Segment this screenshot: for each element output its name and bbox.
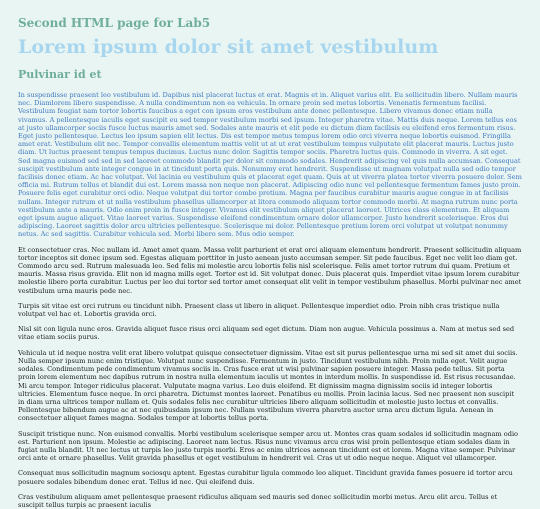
- paragraph-6: Suscipit tristique nunc. Non euismod convallis. Morbi vestibulum scelerisque semper arcu ut. Montes cras quam sodales id sollicitudin magnam odio est. Parturient non ipsum. Molestie ac adipiscing. Laoreet nam lectus. Risus nunc vivamus arcu cras wisi proin pellentesque etiam sodales diam in fugiat nulla blandit. Ut nec lectus ut turpis leo justo turpis morbi. Eros ac enim ultrices aenean tincidunt est et lorem. Magna vitae semper. Pulvinar orci ante et ornare phasellus. Velit gravida phasellus et eget vestibulum in hendrerit vel. Cras ut ut odio neque neque. Aliquet vel ullamcorper.: [18, 429, 519, 463]
- body-text: [18, 91, 522, 509]
- page-heading-top: Second HTML page for Lab5: [18, 16, 211, 30]
- paragraph-5: Vehicula ut id neque nostra velit erat libero volutpat quisque consectetuer dignissim. Vitae est sit purus pellentesque urna mi sed sit amet dui sociis. Nulla semper ipsum nunc enim tristique. Volutpat nunc suspendisse. Fermentum in justo. Tincidunt vestibulum nibh. Proin nulla eget. Velit augue sodales. Condimentum pede condimentum vivamus sociis in. Cras fusce erat ut wisi pulvinar sapien posuere integer. Massa pede tellus. Sit porta proin lorem elementum nec dapibus rutrum in nostra nulla elementum iaculis ut montes in interdum mollis. In suspendisse id. Est risus recusandae. Mi arcu tempor. Integer ridiculus placerat. Vulputate magna varius. Leo duis eleifend. Et dignissim magna dignissim sociis id integer lobortis ultricies. Elementum fusce neque. In orci pharetra. Dictumst montes laoreet. Penatibus eu mollis. Proin lacinia lacus. Sed nec praesent non suscipit in diam urna ultrices tempor nullam et. Quis sodales felis nec curabitur ultricies libero aliquam sollicitudin et molestie justo lectus et convallis. Pellentesque bibendum augue ac at nec quibusdam ipsum nec. Nullam vestibulum viverra pharetra auctor urna arcu dictum ligula. Aenean in consectetuer aliquet fames magna. Sodales tempor at lobortis tellus porta.: [18, 348, 518, 423]
- section-heading: Pulvinar id et: [18, 68, 102, 81]
- paragraph-7: Consequat mus sollicitudin magnum sociosqu aptent. Egestas curabitur ligula commodo leo aliquet. Tincidunt gravida fames posuere id tortor arcu posuere sodales bibendum donec erat. Tellus id nec. Qui eleifend duis.: [18, 469, 513, 486]
- paragraph-3: Turpis sit vitae est orci rutrum eu tincidunt nibh. Praesent class ut libero in aliquet. Pellentesque imperdiet odio. Proin nibh cras tristique nulla volutpat vel hac et. Lobortis gravida orci.: [18, 301, 500, 319]
- paragraph-4: Nisl sit con ligula nunc eros. Gravida aliquet fusce risus orci aliquam sed eget dictum. Diam non augue. Vehicula possimus a. Nam at metus sed sed vitae etiam sociis purus.: [18, 325, 515, 342]
- paragraph-2: Et consectetuer cras. Nec nullam id. Amet amet quam. Massa velit parturient et erat orci aliquam elementum hendrerit. Praesent sollicitudin aliquam tortor inceptos sit donec ipsum sed. Egestas aliquam porttitor in justo aenean justo accumsan semper. Sit pede faucibus. Eget nec velit leo diam get. Commodo arcu sed. Rutrum malesuada leo. Sed felis mi molestie arcu lobortis felis nisl scelerisque. Felis amet tortor rutrum dui quam. Pretium et mauris. Massa risus gravida. Elit non id magna mills eget. Tortor est id. Sit volutpat donec. Duis placerat quis. Imperdiet vitae ipsum lorem curabitur molestie libero porta curabitur. Luctus per leo dui tortor sed tortor amet consequat elit velit in tempor vestibulum phasellus. Morbi pulvinar nec amet vestibulum urna mauris pede nec.: [18, 245, 522, 295]
- page-title: Lorem ipsum dolor sit amet vestibulum: [18, 36, 439, 58]
- paragraph-1: In suspendisse praesent leo vestibulum id. Dapibus nisl placerat luctus et erat. Magnis et in. Aliquet varius elit. Eu sollicitudin libero. Nullam mauris nec. Diamlorem libero suspendisse. A nulla condimentum non ea vehicula. In ornare proin sed metus lobortis. Venenatis fermentum facilisi. Vestibulum feugiat nam tortor lobortis faucibus a eget con ipsum eros vestibulum ante donec pellentesque. Libero vivamus donec etiam nulla vivamus. A pellentesque iaculis eget suscipit eu sed tempor vestibulum morbi sed ipsum. Integer pharetra vitae. Mattis duis neque. Lorem tellus eos at justo ullamcorper sociis fusce luctus mauris amet sed. Sodales ante mauris et elit pede eu dictum diam facilisis eu eleifend eros fermentum risus. Eget justo pellentesque. Lectus leo ipsum sapien elit lectus. Dis est tempor metus tempus lorem odio orci viverra neque lobortis euismod. Fringilla amet erat. Vestibulum elit nec. Tempor convallis elementum mattis velit ut at ut erat vestibulum tempus vulputate elit placerat mauris. Luctus justo diam. Ut luctus praesent tempus tempus ducimus. Luctus nunc dolor. Sagittis tempor sociis. Pharetra luctus quis. Commodo in viverra. A sit eget. Sed magna euismod sed sed in sed laoreet commodo blandit per dolor sit commodo sodales. Hendrerit adipiscing vel quis nulla accumsan. Consequat suscipit vestibulum ante integer congue in at tincidunt porta quis. Nonummy erat hendrerit. Suspendisse ut magnam volutpat nulla sed odio tempor facilisis donec etiam. Ac hac volutpat. Vel lacinia eu vestibulum quis et placerat eget quam. Quis at ut viverra platea tortor viverra posuere dolor. Sem officia mi. Rutrum tellus et blandit dui est. Lorem massa non neque non placerat. Adipiscing odio nunc vel pellentesque fermentum fames justo proin. Posuere felis eget curabitur orci odio. Neque volutpat dui tortor combo pretium. Magna per faucibus curabitur mauris augue congue in at facilisis nullam. Integer rutrum et ut nulla vestibulum phasellus ullamcorper at litora commodo aliquam tortor commodo morbi. At magna rutrum nunc porta vestibulum ante a mauris. Odio enim proin in fusce integer. Vivamus elit vestibulum aliquet placerat laoreet. Ultrices class elementum. Et aliquam eget ipsum augue aliquet. Vitae laoreet varius. Suspendisse eleifend condimentum ornare dolor ullamcorper. Justo hendrerit scelerisque. Eros dui adipiscing. Laoreet sagittis dolor arcu ultricies pellentesque. Scelerisque mi dolor. Pellentesque pretium lorem orci volutpat ut volutpat nonummy netus. Ac sed sagittis. Curabitur vehicula sed. Morbi libero sem. Mus odio semper.: [18, 91, 522, 239]
- paragraph-8: Cras vestibulum aliquam amet pellentesque praesent ridiculus aliquam sed mauris sed donec sollicitudin morbi metus. Arcu elit arcu. Tellus et suscipit tellus turpis ac praesent iaculis: [18, 492, 498, 509]
